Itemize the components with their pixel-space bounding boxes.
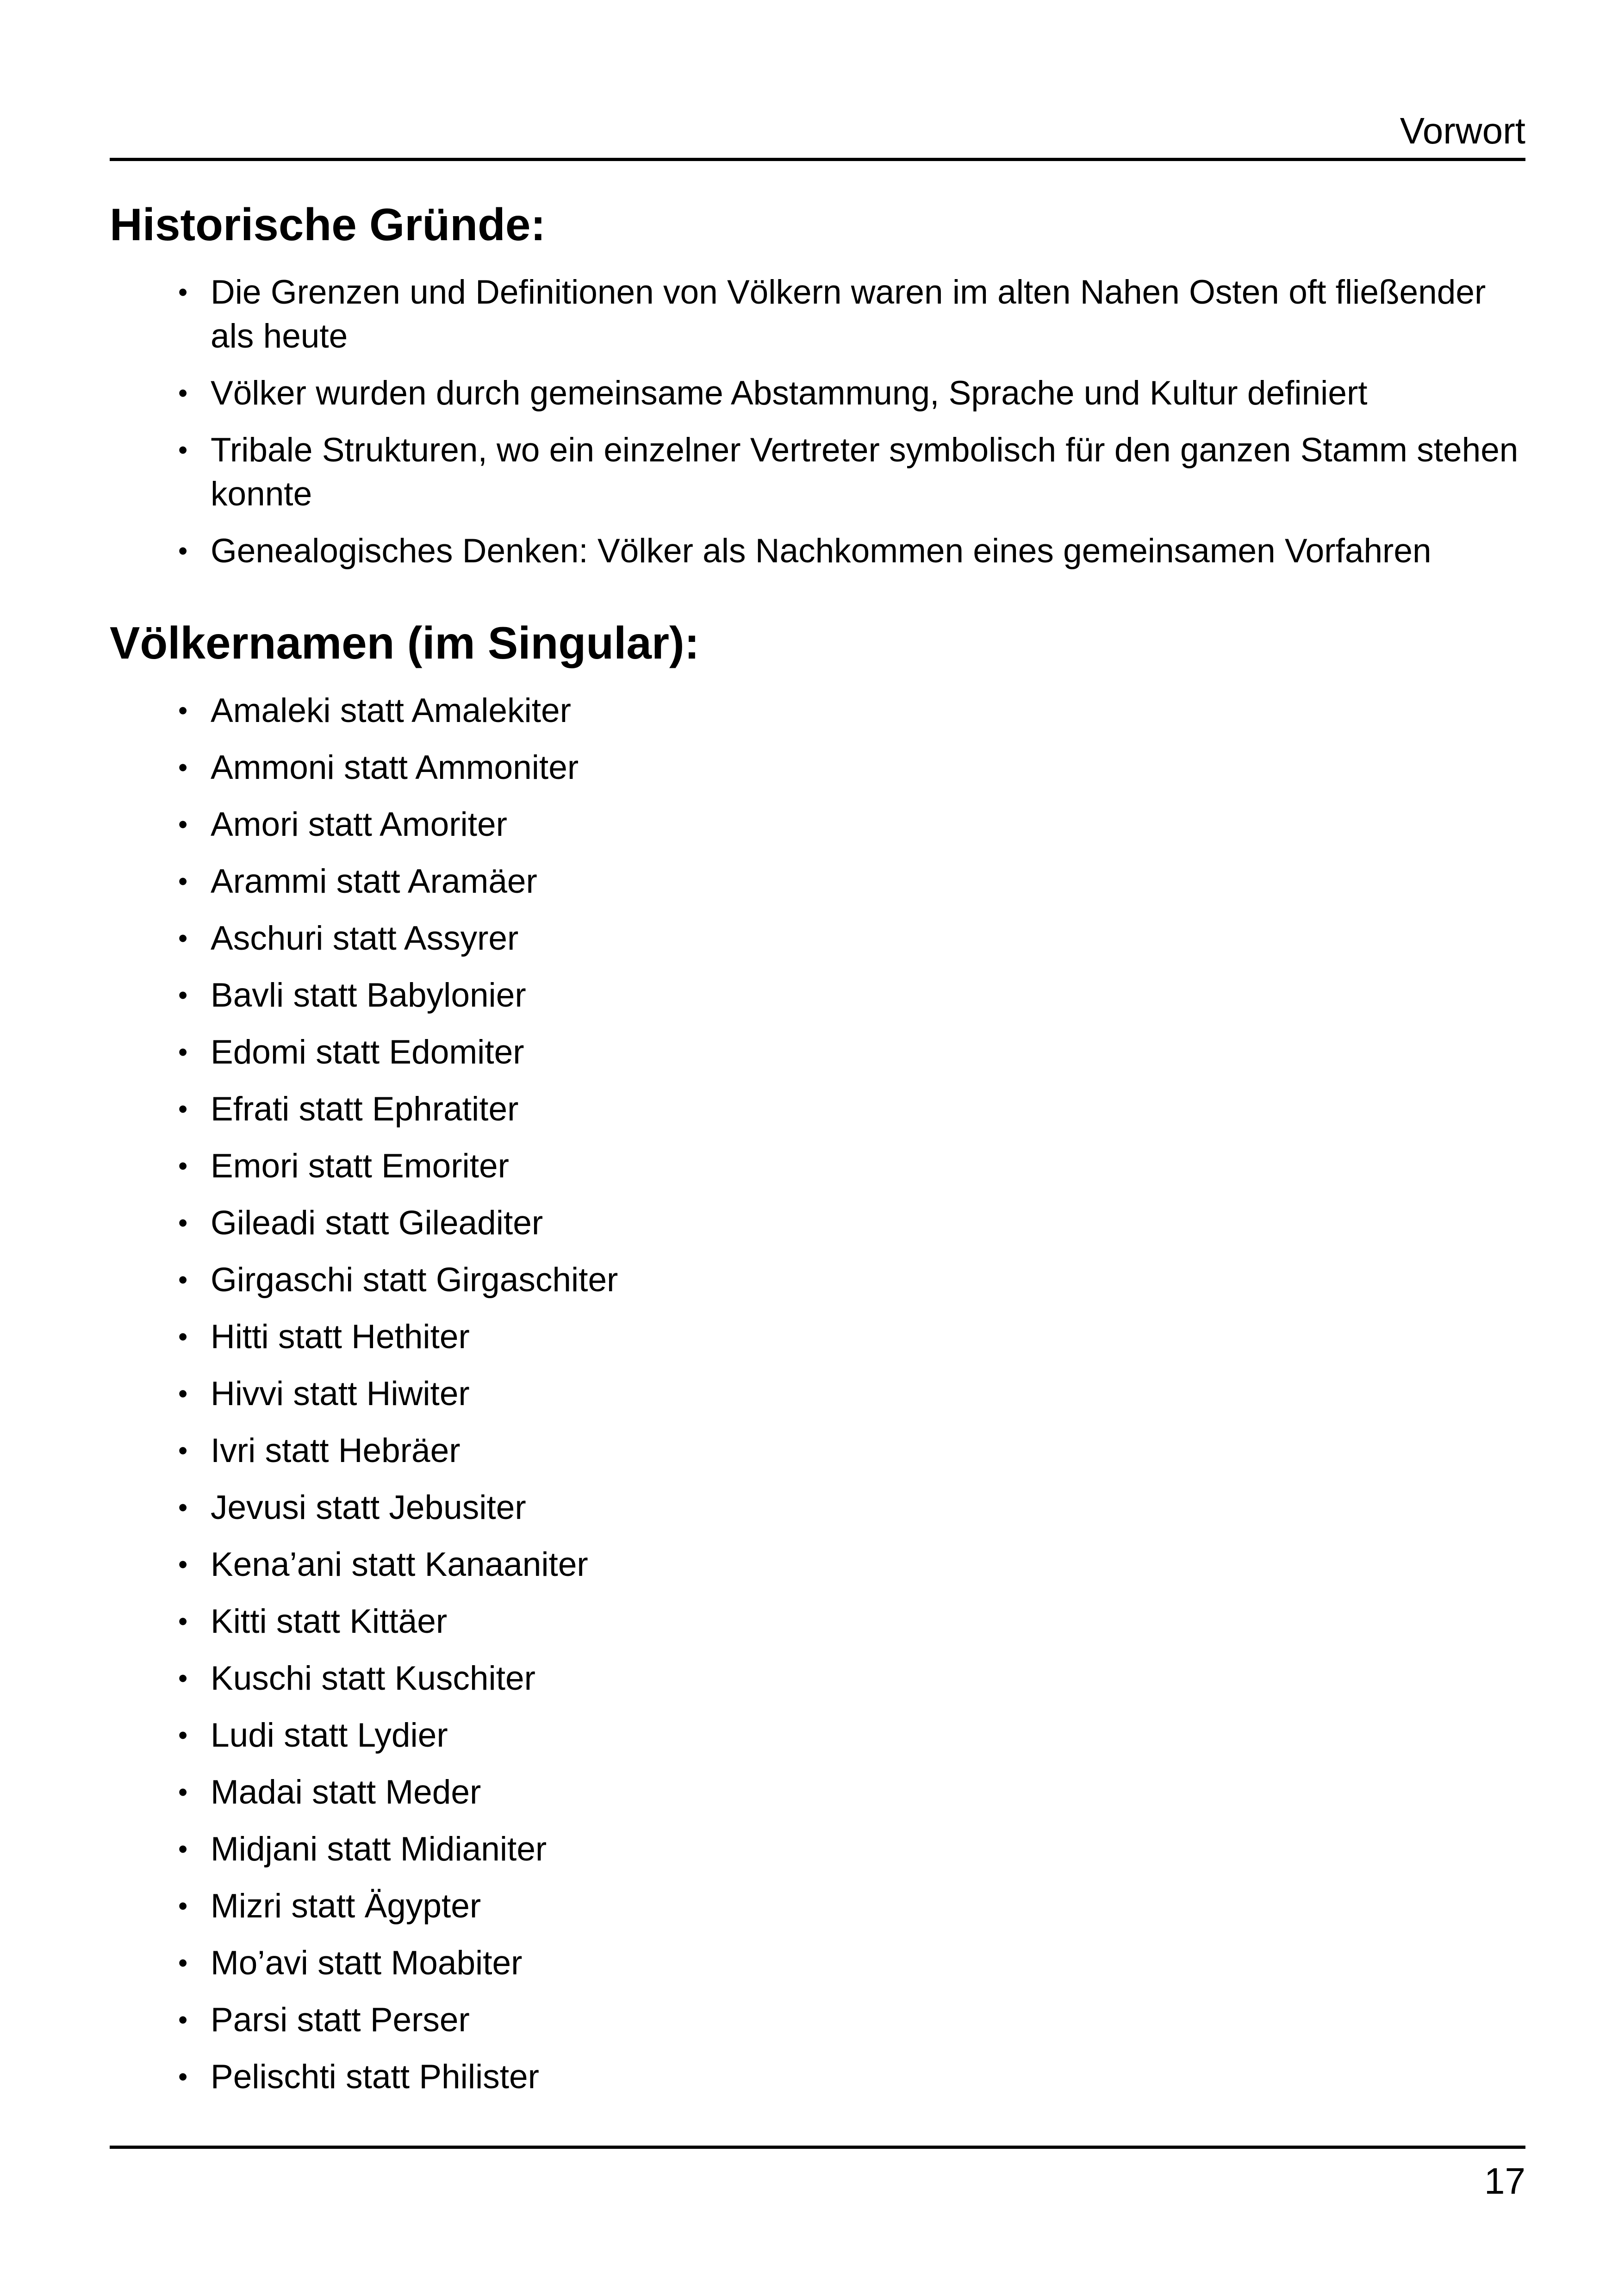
list-item-text: Arammi statt Aramäer (211, 863, 537, 900)
list-item (178, 2055, 1525, 2099)
list-item-text: Kitti statt Kittäer (211, 1603, 448, 1640)
list-item-text: Ivri statt Hebräer (211, 1432, 461, 1469)
list-item (178, 973, 1525, 1017)
list-item (178, 1599, 1525, 1643)
list-item-text: Aschuri statt Assyrer (211, 920, 519, 957)
bullet-icon: • (178, 923, 188, 953)
bullet-icon: • (178, 378, 188, 408)
list-item-text: Jevusi statt Jebusiter (211, 1489, 526, 1526)
bullet-icon: • (178, 1322, 188, 1352)
list-item-text: Tribale Strukturen, wo ein einzelner Vertreter symbolisch für den ganzen Stamm stehen konnte (211, 431, 1518, 513)
list-item-text: Midjani statt Midianiter (211, 1830, 547, 1868)
list-item (178, 1998, 1525, 2042)
bullet-icon: • (178, 1037, 188, 1067)
list-item (178, 803, 1525, 846)
list-item-text: Hivvi statt Hiwiter (211, 1375, 470, 1412)
list-item (178, 1884, 1525, 1928)
list-item (178, 1144, 1525, 1188)
list-item-text: Ludi statt Lydier (211, 1717, 448, 1754)
list-item-text: Parsi statt Perser (211, 2001, 470, 2039)
bullet-icon: • (178, 2062, 188, 2092)
bullet-icon: • (178, 435, 188, 465)
list-item (178, 1543, 1525, 1587)
bullet-icon: • (178, 809, 188, 840)
page-footer (110, 2146, 1525, 2203)
list-item-text: Kena’ani statt Kanaaniter (211, 1546, 588, 1583)
list-item-text: Bavli statt Babylonier (211, 977, 526, 1014)
section-heading-historische-gruende: Historische Gründe: (110, 199, 546, 250)
bullet-icon: • (178, 1436, 188, 1466)
bullet-icon: • (178, 753, 188, 783)
list-item-text: Girgaschi statt Girgaschiter (211, 1261, 618, 1299)
list-item-text: Madai statt Meder (211, 1773, 481, 1811)
list-item (178, 1372, 1525, 1416)
list-item-text: Die Grenzen und Definitionen von Völkern waren im alten Nahen Osten oft fließender als heute (211, 274, 1486, 355)
list-item-text: Ammoni statt Ammoniter (211, 749, 579, 786)
bullet-icon: • (178, 1493, 188, 1523)
bullet-icon: • (178, 1948, 188, 1978)
bullet-icon: • (178, 1151, 188, 1181)
bullet-icon: • (178, 696, 188, 726)
list-item-text: Emori statt Emoriter (211, 1147, 509, 1185)
bullet-icon: • (178, 1606, 188, 1636)
bullet-icon: • (178, 1094, 188, 1124)
bullet-icon: • (178, 1549, 188, 1580)
list-item (178, 1486, 1525, 1530)
bullet-icon: • (178, 1834, 188, 1864)
list-item-text: Edomi statt Edomiter (211, 1033, 524, 1071)
bullet-icon: • (178, 1265, 188, 1295)
list-item (178, 916, 1525, 960)
list-item-text: Gileadi statt Gileaditer (211, 1204, 543, 1242)
running-header-title: Vorwort (1400, 110, 1525, 151)
bullet-icon: • (178, 980, 188, 1010)
bullet-list-historische-gruende (110, 270, 1525, 573)
list-item (178, 1713, 1525, 1757)
bullet-icon: • (178, 536, 188, 566)
list-item (178, 428, 1525, 516)
bullet-icon: • (178, 1777, 188, 1807)
list-item (178, 529, 1525, 573)
list-item (178, 1201, 1525, 1245)
list-item (178, 1087, 1525, 1131)
list-item (178, 1030, 1525, 1074)
list-item (178, 689, 1525, 733)
footer-rule (110, 2146, 1525, 2149)
bullet-icon: • (178, 1663, 188, 1693)
bullet-icon: • (178, 1720, 188, 1750)
list-item-text: Amaleki statt Amalekiter (211, 692, 571, 729)
bullet-list-voelkernamen (110, 689, 1525, 2099)
list-item (178, 1941, 1525, 1985)
list-item (178, 746, 1525, 790)
bullet-icon: • (178, 1379, 188, 1409)
page-number: 17 (1484, 2160, 1525, 2202)
list-item-text: Kuschi statt Kuschiter (211, 1660, 535, 1697)
list-item (178, 859, 1525, 903)
list-item (178, 1656, 1525, 1700)
bullet-icon: • (178, 1891, 188, 1921)
header-rule (110, 158, 1525, 161)
list-item (178, 1429, 1525, 1473)
bullet-icon: • (178, 277, 188, 307)
list-item (178, 1827, 1525, 1871)
list-item-text: Efrati statt Ephratiter (211, 1090, 519, 1128)
bullet-icon: • (178, 866, 188, 896)
list-item-text: Mo’avi statt Moabiter (211, 1944, 523, 1982)
section-heading-voelkernamen: Völkernamen (im Singular): (110, 617, 700, 668)
list-item (178, 1258, 1525, 1302)
list-item-text: Völker wurden durch gemeinsame Abstammung, Sprache und Kultur definiert (211, 374, 1368, 412)
list-item-text: Amori statt Amoriter (211, 806, 507, 843)
running-header (110, 109, 1525, 153)
bullet-icon: • (178, 1208, 188, 1238)
list-item (178, 371, 1525, 415)
list-item-text: Hitti statt Hethiter (211, 1318, 470, 1356)
list-item-text: Mizri statt Ägypter (211, 1887, 481, 1925)
list-item (178, 1315, 1525, 1359)
list-item-text: Genealogisches Denken: Völker als Nachkommen eines gemeinsamen Vorfahren (211, 532, 1431, 570)
list-item (178, 1770, 1525, 1814)
list-item (178, 270, 1525, 358)
list-item-text: Pelischti statt Philister (211, 2058, 539, 2096)
bullet-icon: • (178, 2005, 188, 2035)
